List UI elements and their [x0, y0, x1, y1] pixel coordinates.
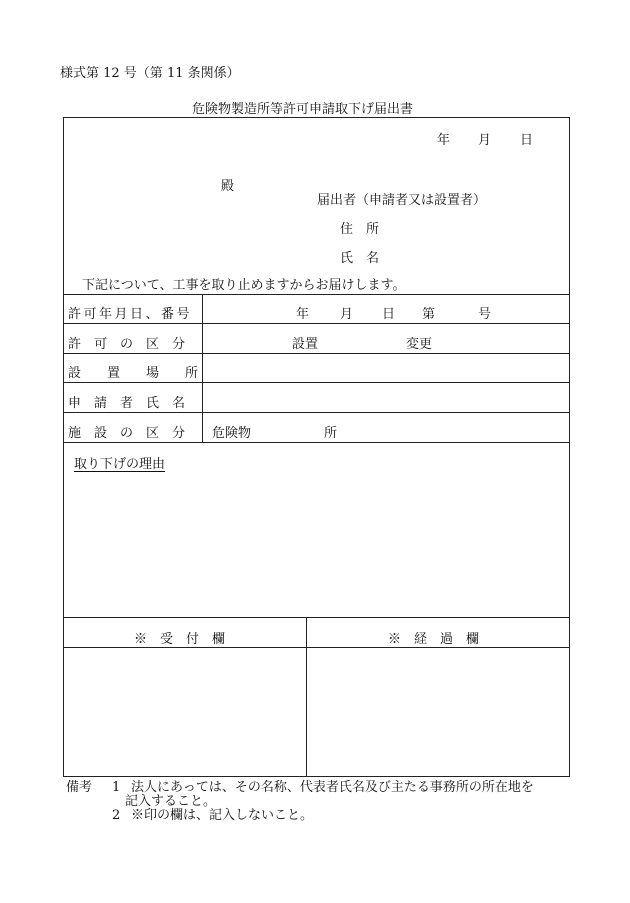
note-1-line2: 記入すること。	[125, 794, 217, 809]
date-year: 年	[437, 133, 451, 148]
permit-no-prefix: 第	[422, 307, 436, 322]
name-label: 氏 名	[340, 251, 380, 266]
category-row-label: 許可の区分	[68, 337, 199, 352]
permit-no-suffix: 号	[478, 307, 492, 322]
form-box	[63, 117, 570, 777]
reason-label: 取り下げの理由	[74, 457, 166, 472]
intro-text: 下記について、工事を取り止めますからお届けします。	[82, 278, 406, 293]
row-divider	[64, 412, 569, 413]
notes-heading: 備考	[66, 780, 93, 795]
applicant-name-row-label: 申請者氏名	[68, 396, 199, 411]
applicant-heading: 届出者（申請者又は設置者）	[317, 193, 487, 208]
row-divider	[64, 353, 569, 354]
progress-label: ※ 経 過 欄	[388, 632, 480, 647]
row-divider	[64, 294, 569, 295]
location-row-label: 設置場所	[68, 366, 225, 381]
note-1-line1: 法人にあっては、その名称、代表者氏名及び主たる事務所の所在地を	[131, 780, 534, 795]
note-2-number: 2	[112, 808, 121, 823]
permit-year: 年	[296, 307, 310, 322]
bottom-center-divider	[306, 617, 307, 777]
category-change: 変更	[406, 337, 433, 352]
permit-day: 日	[382, 307, 396, 322]
page-title: 危険物製造所等許可申請取下げ届出書	[192, 102, 414, 117]
permit-row-label: 許可年月日、番号	[68, 307, 193, 322]
header-bottom-divider	[64, 647, 569, 648]
date-day: 日	[520, 133, 534, 148]
facility-suffix: 所	[324, 426, 338, 441]
row-divider	[64, 382, 569, 383]
facility-prefix: 危険物	[212, 426, 252, 441]
reception-label: ※ 受 付 欄	[134, 632, 226, 647]
addressee-suffix: 殿	[221, 179, 235, 194]
reason-bottom-divider	[64, 617, 569, 618]
form-number: 様式第 12 号（第 11 条関係）	[60, 66, 240, 81]
note-2-line1: ※印の欄は、記入しないこと。	[131, 808, 314, 823]
permit-month: 月	[340, 307, 354, 322]
note-1-number: 1	[112, 780, 121, 795]
row-divider	[64, 323, 569, 324]
facility-row-label: 施設の区分	[68, 426, 199, 441]
date-month: 月	[478, 133, 492, 148]
address-label: 住 所	[340, 222, 380, 237]
row-divider	[64, 442, 569, 443]
category-install: 設置	[292, 337, 319, 352]
